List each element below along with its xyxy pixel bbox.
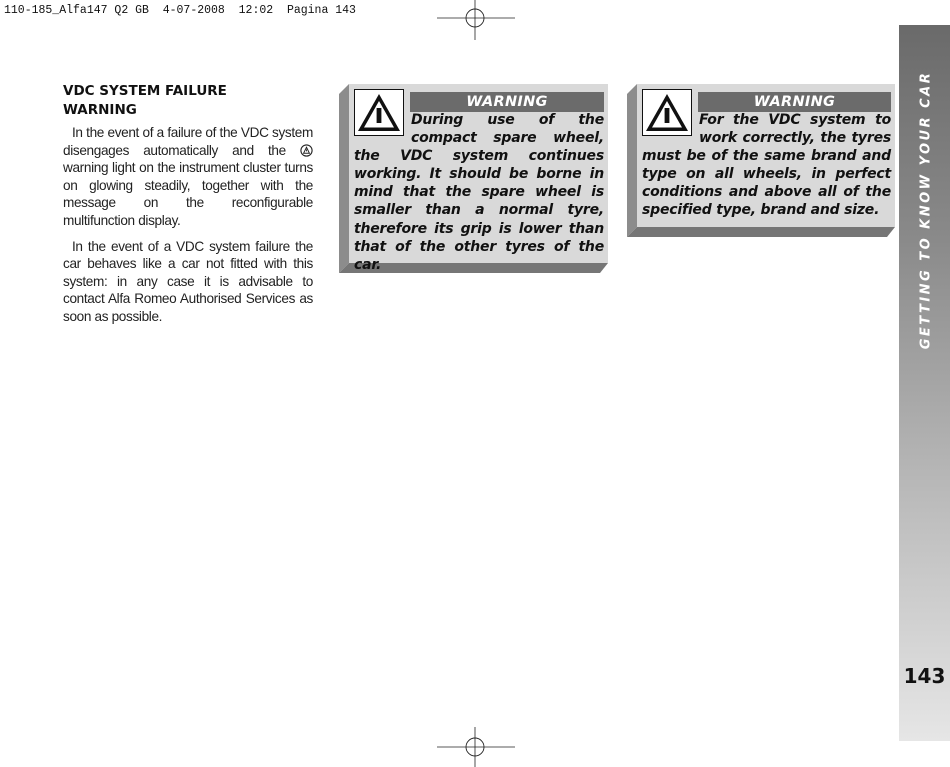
paragraph-1-part-b: warning light on the instrument cluster turns on glowing steadily, together with the message on the reconfigurable multifunction display.: [63, 160, 313, 228]
warning-triangle-icon: [354, 89, 404, 136]
registration-crosshair-icon-bottom: [437, 727, 515, 767]
section-vdc-failure: [63, 82, 313, 326]
warning-box-compact-spare-wheel: [339, 84, 608, 273]
chapter-side-tab-label: GETTING TO KNOW YOUR CAR: [918, 70, 934, 350]
section-title: [63, 82, 313, 120]
registration-crosshair-icon-top: [437, 0, 515, 40]
paragraph-2: In the event of a VDC system failure the car behaves like a car not fitted with this system: in any case it is advisable to contact Alfa Romeo Authorised Services as soon as possible.: [63, 238, 313, 324]
paragraph-1-part-a: In the event of a failure of the VDC system disengages automatically and the: [63, 125, 313, 158]
warning-text: For the VDC system to work correctly, the tyres must be of the same brand and type on all wheels, in perfect conditions and above all of the specified type, brand and size.: [642, 112, 891, 219]
warning-heading: WARNING: [410, 92, 604, 112]
section-title-line2: WARNING: [63, 102, 137, 118]
warning-heading: WARNING: [698, 92, 891, 112]
paragraph-1: [63, 124, 313, 230]
warning-triangle-icon: [642, 89, 692, 136]
warning-text: During use of the compact spare wheel, the VDC system continues working. It should be borne in mind that the spare wheel is smaller than a normal tyre, therefore its grip is lower than that of the other tyres of the car.: [354, 112, 604, 273]
vdc-warning-light-icon: [300, 144, 313, 157]
section-title-line1: VDC SYSTEM FAILURE: [63, 83, 227, 99]
page-number: 143: [903, 664, 946, 688]
print-header: 110-185_Alfa147 Q2 GB 4-07-2008 12:02 Pagina 143: [4, 4, 356, 17]
warning-box-tyre-requirements: [627, 84, 895, 237]
